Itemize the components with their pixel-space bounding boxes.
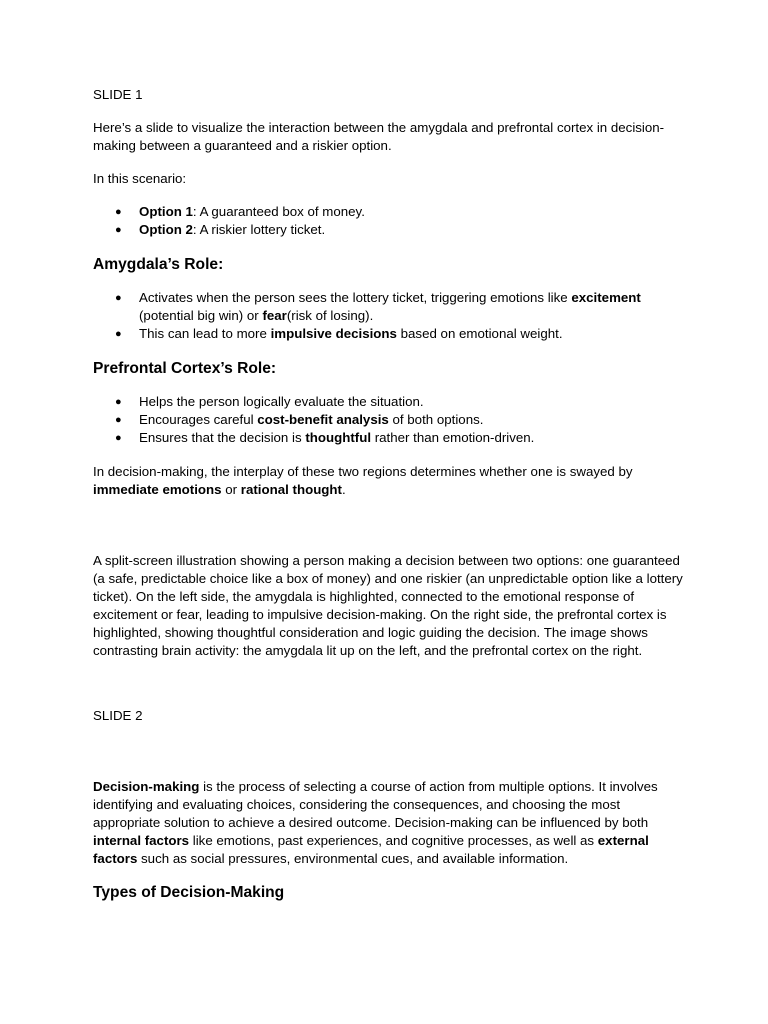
list-item bbox=[93, 203, 683, 221]
bullet-icon: ● bbox=[115, 292, 122, 304]
slide-2-label: SLIDE 2 bbox=[93, 708, 143, 723]
definition-paragraph bbox=[93, 778, 683, 868]
bold-run: thoughtful bbox=[305, 430, 372, 445]
bold-run: fear bbox=[262, 308, 287, 323]
text-run: Helps the person logically evaluate the situation. bbox=[139, 394, 424, 409]
scenario-label: In this scenario: bbox=[93, 171, 187, 186]
spacer bbox=[93, 675, 683, 707]
options-list bbox=[93, 203, 683, 239]
text-run: of both options. bbox=[388, 412, 484, 427]
text-run: like emotions, past experiences, and cognitive processes, as well as bbox=[189, 833, 598, 848]
document-page bbox=[93, 86, 683, 917]
spacer bbox=[93, 514, 683, 552]
text-run: or bbox=[221, 482, 241, 497]
bullet-icon: ● bbox=[115, 328, 122, 340]
text-run: is the process of selecting a course of action from multiple options. It involves identifying and evaluating choices, considering the consequences, and choosing the most appropriate solution to achieve a desired outcome. Decision-making can be influenced by both bbox=[93, 779, 658, 830]
bullet-icon: ● bbox=[115, 206, 122, 218]
text-run: In decision-making, the interplay of these two regions determines whether one is swayed by bbox=[93, 464, 633, 479]
option-name: Option 1 bbox=[139, 204, 193, 219]
text-run: (potential big win) or bbox=[139, 308, 263, 323]
option-name: Option 2 bbox=[139, 222, 193, 237]
text-run: (risk of losing). bbox=[286, 308, 374, 323]
bold-run: immediate emotions bbox=[93, 482, 222, 497]
pfc-list bbox=[93, 393, 683, 447]
amygdala-list bbox=[93, 289, 683, 343]
list-item bbox=[93, 393, 683, 411]
pfc-heading: Prefrontal Cortex’s Role: bbox=[93, 360, 277, 377]
list-item bbox=[93, 289, 683, 325]
types-heading: Types of Decision-Making bbox=[93, 884, 285, 901]
text-run: based on emotional weight. bbox=[396, 326, 563, 341]
bold-run: external factors bbox=[93, 833, 649, 866]
amygdala-heading: Amygdala’s Role: bbox=[93, 256, 224, 273]
bold-run: excitement bbox=[571, 290, 641, 305]
bullet-icon: ● bbox=[115, 432, 122, 444]
bullet-icon: ● bbox=[115, 414, 122, 426]
text-run: Ensures that the decision is bbox=[139, 430, 306, 445]
illustration-description: A split-screen illustration showing a person making a decision between two options: one guaranteed (a safe, predictable choice like a box of money) and one riskier (an unpredictable option like a lottery ticket). On the left side, the amygdala is highlighted, connected to the emotional response of excitement or fear, leading to impulsive decision-making. On the right side, the prefrontal cortex is highlighted, showing thoughtful consideration and logic guiding the decision. The image shows contrasting brain activity: the amygdala lit up on the left, and the prefrontal cortex on the right. bbox=[93, 553, 683, 658]
text-run: Encourages careful bbox=[139, 412, 258, 427]
text-run: Activates when the person sees the lottery ticket, triggering emotions like bbox=[139, 290, 572, 305]
list-item bbox=[93, 325, 683, 343]
option-text: : A riskier lottery ticket. bbox=[192, 222, 326, 237]
list-item bbox=[93, 411, 683, 429]
bold-run: impulsive decisions bbox=[270, 326, 397, 341]
bold-run: internal factors bbox=[93, 833, 190, 848]
bold-run: cost-benefit analysis bbox=[257, 412, 389, 427]
bullet-icon: ● bbox=[115, 224, 122, 236]
list-item bbox=[93, 221, 683, 239]
option-text: : A guaranteed box of money. bbox=[192, 204, 365, 219]
conclusion-paragraph bbox=[93, 463, 683, 499]
text-run: such as social pressures, environmental cues, and available information. bbox=[137, 851, 569, 866]
bold-run: rational thought bbox=[240, 482, 342, 497]
slide-1-intro: Here’s a slide to visualize the interaction between the amygdala and prefrontal cortex in decision-making between a guaranteed and a riskier option. bbox=[93, 120, 665, 153]
bullet-icon: ● bbox=[115, 396, 122, 408]
bold-run: Decision-making bbox=[93, 779, 200, 794]
text-run: . bbox=[341, 482, 346, 497]
text-run: This can lead to more bbox=[139, 326, 271, 341]
slide-1-label: SLIDE 1 bbox=[93, 87, 143, 102]
list-item bbox=[93, 429, 683, 447]
text-run: rather than emotion-driven. bbox=[371, 430, 535, 445]
spacer bbox=[93, 740, 683, 778]
